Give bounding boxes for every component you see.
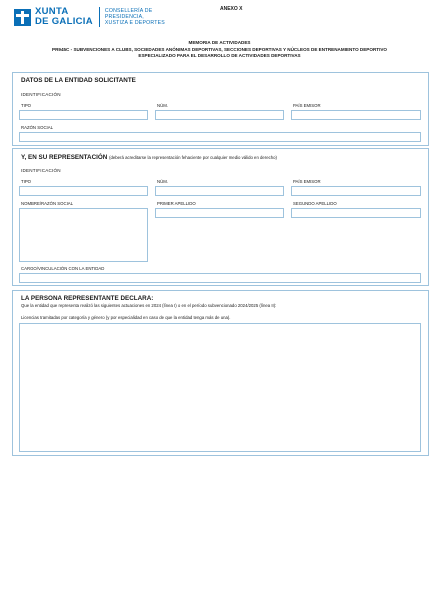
consellaria-name — [105, 8, 165, 27]
representative-pais-field[interactable] — [291, 186, 421, 196]
xunta-cross-icon — [14, 9, 31, 26]
xunta-logo — [14, 6, 165, 28]
entity-razon-label: RAZÓN SOCIAL — [21, 125, 53, 130]
declaration-section — [12, 290, 429, 456]
representative-nombre-field[interactable] — [19, 208, 148, 262]
declaration-statement: Que la entidad que representa realizó las siguientes actuaciones en 2024 (línea I) o en el período subvencionado 2024/2025 (línea II): — [21, 303, 277, 308]
logo-line1: XUNTA — [35, 6, 69, 17]
title-line2: PR945C - SUBVENCIONES A CLUBS, SOCIEDADES ANÓNIMAS DEPORTIVAS, SECCIONES DEPORTIVAS Y NÚCLEOS DE ENTRENAMIENTO DEPORTIVO — [52, 46, 387, 52]
representative-apellido1-label: PRIMER APELLIDO — [157, 201, 196, 206]
consellaria-line3: XUSTIZA E DEPORTES — [104, 20, 165, 27]
representative-tipo-label: TIPO — [21, 179, 32, 184]
entity-num-label: NÚM. — [157, 103, 168, 108]
entity-pais-label: PAÍS EMISOR — [293, 103, 321, 108]
representative-num-label: NÚM. — [157, 179, 168, 184]
entity-section-title: DATOS DE LA ENTIDAD SOLICITANTE — [21, 77, 136, 84]
consellaria-line1: CONSELLERÍA DE — [104, 7, 153, 14]
representative-num-field[interactable] — [155, 186, 284, 196]
licenses-label: Licencias tramitadas por categoría y género (y por especialidad en caso de que la entidad tenga más de una). — [21, 315, 231, 320]
entity-section — [12, 72, 429, 146]
document-title — [0, 40, 439, 60]
representative-cargo-field[interactable] — [19, 273, 421, 283]
declaration-section-title: LA PERSONA REPRESENTANTE DECLARA: — [21, 295, 154, 302]
logo-line2: DE GALICIA — [35, 16, 93, 27]
entity-pais-field[interactable] — [291, 110, 421, 120]
representative-nombre-label: NOMBRE/RAZÓN SOCIAL — [21, 201, 74, 206]
representative-pais-label: PAÍS EMISOR — [293, 179, 321, 184]
representative-cargo-label: CARGO/VINCULACIÓN CON LA ENTIDAD — [21, 266, 105, 271]
representative-note: (deberá acreditarse la representación fehaciente por cualquier medio válido en derecho) — [109, 155, 277, 160]
entity-tipo-field[interactable] — [19, 110, 148, 120]
representative-tipo-field[interactable] — [19, 186, 148, 196]
consellaria-line2: PRESIDENCIA, — [104, 13, 144, 20]
representative-apellido2-label: SEGUNDO APELLIDO — [293, 201, 337, 206]
representative-apellido2-field[interactable] — [291, 208, 421, 218]
logo-divider — [99, 7, 100, 27]
licenses-textarea[interactable] — [19, 323, 421, 452]
representative-section — [12, 148, 429, 286]
logo-wordmark — [35, 7, 93, 27]
representative-section-title — [21, 154, 277, 161]
entity-identification-heading: IDENTIFICACIÓN — [21, 92, 61, 97]
title-line3: ESPECIALIZADO PARA EL DESARROLLO DE ACTIVIDADES DEPORTIVAS — [138, 53, 301, 59]
annex-label: ANEXO X — [220, 6, 243, 12]
representative-title: Y, EN SU REPRESENTACIÓN — [21, 154, 108, 161]
representative-apellido1-field[interactable] — [155, 208, 284, 218]
entity-razon-field[interactable] — [19, 132, 421, 142]
entity-tipo-label: TIPO — [21, 103, 32, 108]
representative-identification-heading: IDENTIFICACIÓN — [21, 168, 61, 173]
entity-num-field[interactable] — [155, 110, 284, 120]
title-line1: MEMORIA DE ACTIVIDADES — [188, 40, 251, 45]
